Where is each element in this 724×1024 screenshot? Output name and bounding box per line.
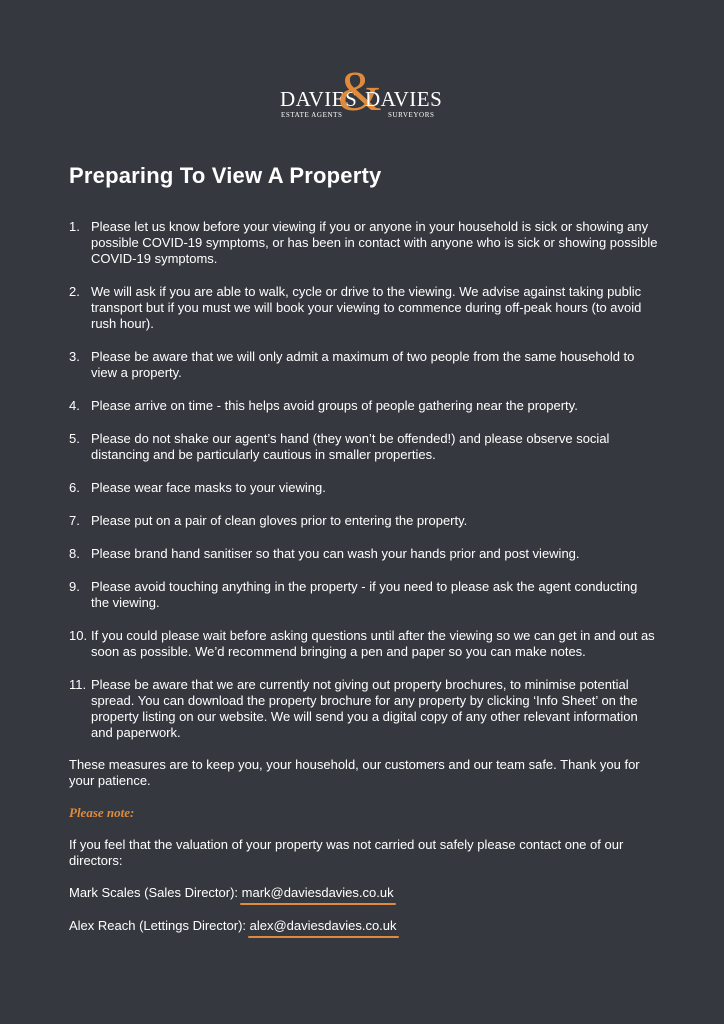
contact-intro-paragraph: If you feel that the valuation of your property was not carried out safely please contact one of our directors: [69,837,624,868]
item-number: 11. [69,677,87,692]
item-number: 3. [69,349,80,364]
note-heading: Please note: [69,805,135,820]
logo-word-right: DAVIES [365,87,443,111]
list-item [69,219,659,267]
list-item [69,349,659,381]
item-text: Please wear face masks to your viewing. [91,480,326,495]
list-item [69,628,659,660]
item-number: 6. [69,480,80,495]
item-text: Please be aware that we are currently not giving out property brochures, to minimise potential spread. You can download the property brochure for any property by clicking ‘Info Sheet’ on the property listing on our website. We will send you a digital copy of any other relevant information and paperwork. [91,677,638,740]
item-text: Please avoid touching anything in the property - if you need to please ask the agent conducting the viewing. [91,579,638,610]
contact-label: Mark Scales (Sales Director): [69,885,239,900]
item-number: 10. [69,628,88,643]
contact-label: Alex Reach (Lettings Director): [69,918,247,933]
list-item [69,431,659,463]
list-item [69,677,659,741]
list-item [69,546,659,562]
item-text: If you could please wait before asking questions until after the viewing so we can get in and out as soon as possible. We’d recommend bringing a pen and paper so you can make notes. [91,628,655,659]
item-number: 4. [69,398,80,413]
list-item [69,579,659,611]
logo-subtitle-estate: ESTATE AGENTS [281,111,343,119]
logo-subtitle-surveyors: SURVEYORS [388,111,435,119]
item-text: Please put on a pair of clean gloves prior to entering the property. [91,513,468,528]
list-item [69,513,659,529]
item-text: Please brand hand sanitiser so that you can wash your hands prior and post viewing. [91,546,580,561]
list-item [69,398,659,414]
item-text: Please let us know before your viewing if you or anyone in your household is sick or showing any possible COVID-19 symptoms, or has been in contact with anyone who is sick or showing possible COVID-19 symptoms. [91,219,658,266]
logo-ampersand: & [338,61,382,123]
list-item [69,284,659,332]
page-title: Preparing To View A Property [69,163,382,188]
logo-word-left: DAVIES [280,87,358,111]
item-number: 2. [69,284,80,299]
item-number: 8. [69,546,80,561]
contact-sales-director [69,885,394,901]
item-number: 5. [69,431,80,446]
company-logo [278,61,448,128]
guidelines-list [69,219,659,758]
item-number: 1. [69,219,80,234]
list-item [69,480,659,496]
item-number: 9. [69,579,80,594]
contact-lettings-director [69,918,397,934]
email-link-sales[interactable]: mark@daviesdavies.co.uk [241,885,394,900]
measures-paragraph: These measures are to keep you, your household, our customers and our team safe. Thank you for your patience. [69,757,640,788]
item-number: 7. [69,513,80,528]
item-text: Please arrive on time - this helps avoid groups of people gathering near the property. [91,398,578,413]
item-text: Please be aware that we will only admit a maximum of two people from the same household to view a property. [91,349,635,380]
item-text: We will ask if you are able to walk, cycle or drive to the viewing. We advise against taking public transport but if you must we will book your viewing to commence during off-peak hours (to avoid rush hour). [91,284,642,331]
email-link-lettings[interactable]: alex@daviesdavies.co.uk [249,918,397,933]
item-text: Please do not shake our agent’s hand (they won’t be offended!) and please observe social distancing and be particularly cautious in smaller properties. [91,431,610,462]
